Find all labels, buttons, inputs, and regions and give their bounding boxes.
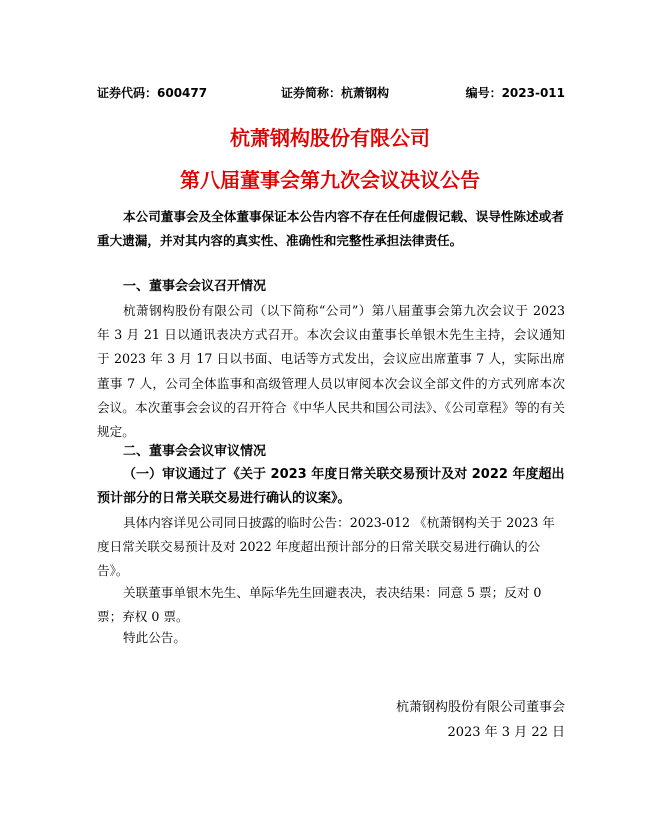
announcement-title: 第八届董事会第九次会议决议公告 [180, 168, 480, 192]
section2-paragraph1: 具体内容详见公司同日披露的临时公告：2023-012 《杭萧钢构关于 2023 年度日常关联交易预计及对 2022 年度超出预计部分的日常关联交易进行确认的公告》。 [97, 515, 555, 579]
signature-org: 杭萧钢构股份有限公司董事会 [395, 700, 565, 715]
stock-code: 证券代码：600477 [97, 86, 208, 100]
stock-abbreviation: 证券简称：杭萧钢构 [281, 86, 390, 100]
announcement-number: 编号：2023-011 [465, 86, 565, 100]
section2-heading: 二、董事会会议审议情况 [123, 444, 267, 459]
resolution-item-1: （一）审议通过了《关于 2023 年度日常关联交易预计及对 2022 年度超出预计部分的日常关联交易进行确认的议案》。 [97, 467, 565, 507]
section1-paragraph: 杭萧钢构股份有限公司（以下简称“公司”）第八届董事会第九次会议于 2023 年 3 月 21 日以通讯表决方式召开。本次会议由董事长单银木先生主持，会议通知于 2023 年 3 月 17 日以书面、电话等方式发出，会议应出席董事 7 人，实际出席董事 7 人，公司全体监事和高级管理人员以审阅本次会议全部文件的方式列席本次会议。本次董事会会议的召开符合《中华人民共和国公司法》、《公司章程》等的有关规定。 [97, 303, 565, 440]
company-name-title: 杭萧钢构股份有限公司 [230, 126, 430, 150]
closing-statement: 特此公告。 [123, 630, 186, 645]
board-guarantee-notice: 本公司董事会及全体董事保证本公告内容不存在任何虚假记载、误导性陈述或者重大遗漏，并对其内容的真实性、准确性和完整性承担法律责任。 [97, 209, 564, 249]
voting-result-paragraph: 关联董事单银木先生、单际华先生回避表决，表决结果：同意 5 票；反对 0 票；弃权 0 票。 [97, 585, 542, 625]
section1-heading: 一、董事会会议召开情况 [123, 279, 267, 294]
signature-date: 2023 年 3 月 22 日 [447, 725, 565, 740]
